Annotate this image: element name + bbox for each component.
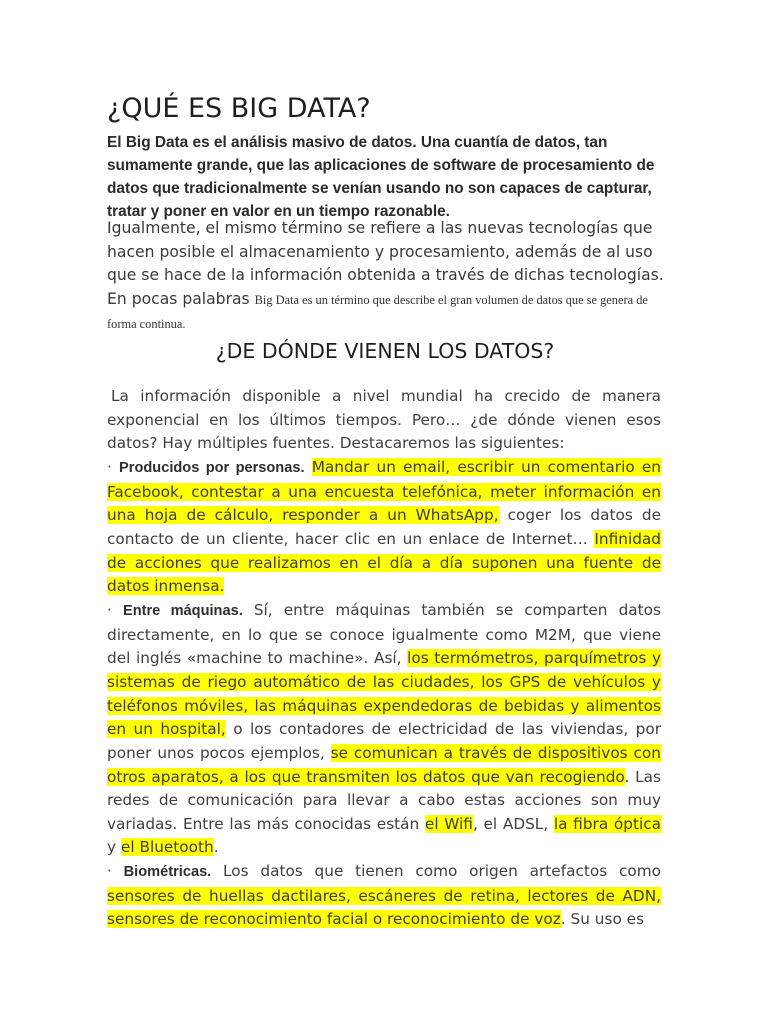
text-run: . Las redes de comunicación para llevar a cabo estas acciones son muy variadas. Entre las más conocidas están xyxy=(107,767,661,833)
highlighted-text: Infinidad de acciones que realizamos en el día a día suponen una fuente de datos inmensa. xyxy=(107,529,661,596)
text-run: , el ADSL, xyxy=(472,814,554,833)
heading-de-donde-vienen: ¿DE DÓNDE VIENEN LOS DATOS? xyxy=(215,339,555,363)
item-entre-maquinas xyxy=(107,599,661,860)
text-run: . Su uso es xyxy=(560,910,645,929)
bullet: · xyxy=(107,457,120,476)
highlighted-text: los termómetros, parquímetros y sistemas de riego automático de las ciudades, los GPS de vehículos y teléfonos móviles, las máquinas expendedoras de bebidas y alimentos en un hospital, xyxy=(107,649,661,739)
item-label: Producidos por personas. xyxy=(119,459,305,476)
bullet: · xyxy=(107,862,124,881)
highlighted-text: el Bluetooth xyxy=(120,838,214,857)
highlighted-text: Mandar un email, escribir un comentario en Facebook, contestar a una encuesta telefónica, meter información en una hoja de cálculo, responder a un WhatsApp, xyxy=(107,457,661,525)
highlighted-text: sensores de huellas dactilares, escáneres de retina, lectores de ADN, sensores de reconocimiento facial o reconocimiento de voz xyxy=(107,886,661,929)
text-run: Sí, entre máquinas también se comparten datos directamente, en lo que se conoce igualmente como M2M, que viene del inglés «machine to machine». Así, xyxy=(107,600,661,668)
text-run: Los datos que tienen como origen artefactos como xyxy=(211,862,661,881)
intro-serif-text: Big Data es un término que describe el gran volumen de datos que se genera de forma continua. xyxy=(107,292,648,331)
intro-bold-paragraph: El Big Data es el análisis masivo de datos. Una cuantía de datos, tan sumamente grande, que las aplicaciones de software de procesamiento de datos que tradicionalmente se venían usando no son capaces de capturar, tratar y poner en valor en un tiempo razonable. xyxy=(107,134,655,220)
item-producidos-por-personas xyxy=(107,456,661,599)
text-run: . xyxy=(213,838,219,857)
item-biometricas xyxy=(107,860,661,932)
item-label: Biométricas. xyxy=(123,864,212,881)
text-run: y xyxy=(107,838,121,857)
intro-regular-text: Igualmente, el mismo término se refiere a las nuevas tecnologías que hacen posible el almacenamiento y procesamiento, además de al uso que se hace de la información obtenida a través de dichas tecnologías. En pocas palabras xyxy=(107,219,664,308)
intro-regular-paragraph xyxy=(107,217,667,337)
item-label: Entre máquinas. xyxy=(122,602,243,619)
highlighted-text: se comunican a través de dispositivos con otros aparatos, a los que transmiten los datos que van recogiendo xyxy=(107,743,661,786)
highlighted-text: la fibra óptica xyxy=(553,814,661,833)
paragraph-intro-sources: La información disponible a nivel mundial ha crecido de manera exponencial en los últimos tiempos. Pero… ¿de dónde vienen esos datos? Hay múltiples fuentes. Destacaremos las siguientes: xyxy=(107,387,661,453)
heading-que-es-big-data: ¿QUÉ ES BIG DATA? xyxy=(107,93,371,124)
highlighted-text: el Wifi xyxy=(424,814,473,833)
bullet: · xyxy=(107,600,123,619)
text-run xyxy=(305,458,312,476)
text-run: o los contadores de electricidad de las viviendas, por poner unos pocos ejemplos, xyxy=(107,720,661,762)
body-text xyxy=(107,385,661,932)
text-run: coger los datos de contacto de un cliente, hacer clic en un enlace de Internet… xyxy=(107,506,661,548)
